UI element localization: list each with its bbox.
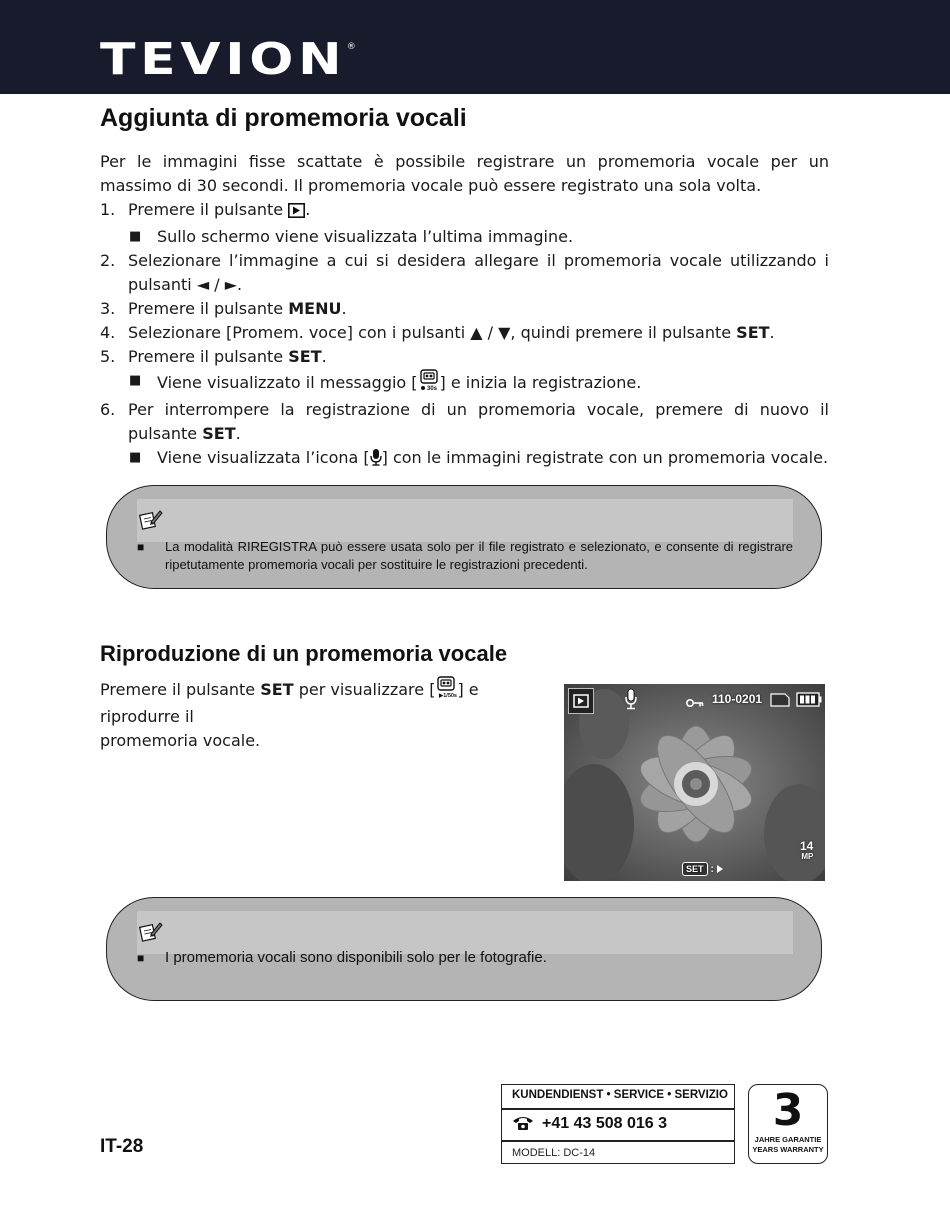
intro-paragraph: Per le immagini fisse scattate è possibile registrare un promemoria vocale per un massimo di 30 secondi. Il promemoria vocale può essere registrato una sola volta. — [100, 152, 829, 195]
warranty-years: 3 — [772, 1085, 804, 1136]
note-box-rerecord — [106, 485, 822, 589]
resolution-indicator: 14 MP — [800, 839, 814, 861]
page-number: IT-28 — [100, 1136, 144, 1157]
telephone-icon — [512, 1115, 534, 1135]
step-1: 1. Premere il pulsante . — [100, 198, 829, 225]
voice-memo-indicator-icon — [624, 688, 638, 715]
set-play-hint: SET : — [682, 862, 724, 876]
bullet-square-icon: ■ — [137, 951, 145, 965]
service-box — [501, 1084, 735, 1164]
camera-playback-screen — [564, 684, 825, 881]
playback-mode-icon — [568, 688, 594, 719]
registered-mark: ® — [346, 42, 356, 52]
note-pencil-icon — [139, 508, 163, 534]
section-title-playback: Riproduzione di un promemoria vocale — [100, 641, 508, 666]
flower-photo — [564, 684, 825, 881]
svg-text:▶1/50s: ▶1/50s — [439, 693, 458, 698]
hotline-number: +41 43 508 016 3 — [542, 1115, 668, 1132]
step-3: 3. Premere il pulsante MENU. — [100, 299, 347, 318]
step-1-result: ■ Sullo schermo viene visualizzata l’ultima immagine. — [100, 225, 829, 249]
bullet-square-icon: ■ — [129, 229, 142, 244]
bullet-square-icon: ■ — [137, 540, 145, 554]
note-box-photos-only — [106, 897, 822, 1001]
playback-memo-icon — [435, 676, 457, 705]
tevion-logo — [100, 36, 356, 84]
step-6: 6. Per interrompere la registrazione di un promemoria vocale, premere di nuovo il pulsante SET. — [100, 400, 829, 443]
microphone-icon — [370, 448, 382, 473]
protect-key-icon — [686, 695, 704, 713]
step-2: 2. Selezionare l’immagine a cui si desidera allegare il promemoria vocale utilizzando i pulsanti ◄ / ►. — [100, 251, 829, 294]
step-6-result: ■ Viene visualizzata l’icona [ ] con le immagini registrate con un promemoria vocale. — [100, 446, 829, 473]
bullet-square-icon: ■ — [129, 450, 142, 465]
play-triangle-icon — [716, 864, 724, 874]
logo-text: TEVION — [100, 34, 347, 85]
step-4: 4. Selezionare [Promem. voce] con i pulsanti ▲ / ▼, quindi premere il pulsante SET. — [100, 323, 775, 342]
warranty-badge: 3 JAHRE GARANTIE YEARS WARRANTY — [748, 1084, 828, 1164]
step-5: 5. Premere il pulsante SET. — [100, 347, 327, 366]
playback-button-icon — [288, 201, 305, 225]
memory-card-icon — [770, 693, 790, 712]
step-5-result: ■ Viene visualizzato il messaggio [ 30s ] e inizia la registrazione. — [100, 369, 829, 398]
note-pencil-icon — [139, 920, 163, 946]
service-heading: KUNDENDIENST • SERVICE • SERVIZIO — [512, 1089, 728, 1101]
section2-body: Premere il pulsante SET per visualizzare [ ▶1/50s ] e riprodurre il promemoria vocale. — [100, 676, 560, 753]
section1-body — [100, 150, 829, 473]
recording-message-icon — [418, 369, 440, 398]
note-text-rerecord: La modalità RIREGISTRA può essere usata solo per il file registrato e selezionato, e consente di registrare ripetutamente promemoria vocali per sostituire le registrazioni precedenti. — [165, 539, 793, 572]
battery-icon — [796, 692, 822, 712]
section-title-voice-memo: Aggiunta di promemoria vocali — [100, 104, 467, 132]
file-number: 110-0201 — [712, 692, 763, 706]
page-header — [0, 0, 950, 94]
set-key-label: SET — [682, 862, 708, 876]
note-text-photos-only: I promemoria vocali sono disponibili solo per le fotografie. — [165, 949, 547, 966]
bullet-square-icon: ■ — [129, 373, 142, 388]
model-label: MODELL: DC-14 — [512, 1147, 596, 1159]
svg-text:30s: 30s — [426, 386, 437, 391]
